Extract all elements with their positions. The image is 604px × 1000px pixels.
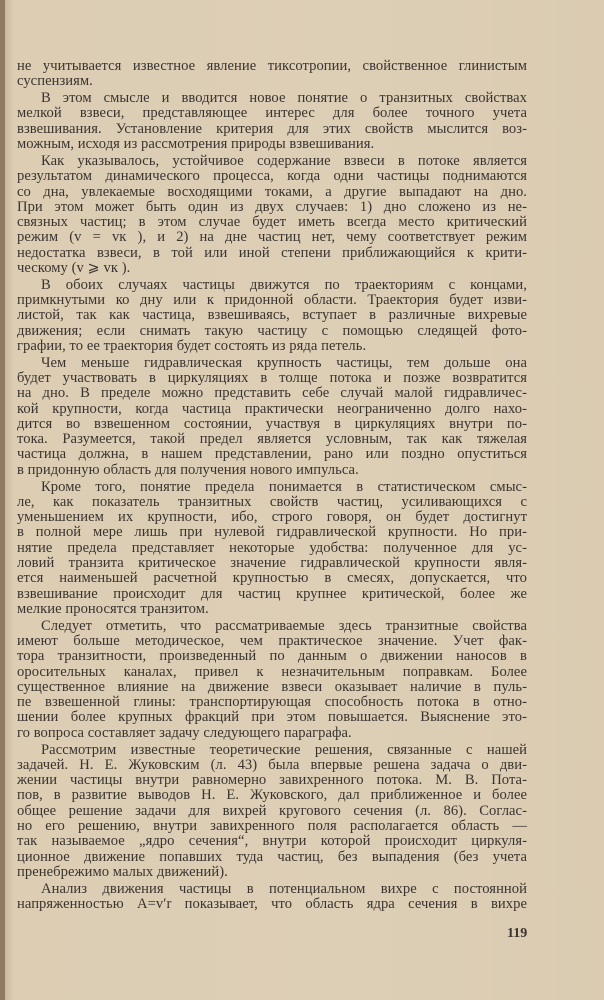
text-line: так называемое „ядро сечения“, внутри которой происходит циркуля- [17,833,527,849]
text-line: Кроме того, понятие предела понимается в статистическом смыс- [41,479,527,495]
text-line: ле, как показатель транзитных свойств частиц, усиливающихся с [17,494,527,510]
text-line: взвешивания. Установление критерия для этих свойств мыслится воз- [17,121,527,137]
text-line: со дна, увлекаемые восходящими токами, а другие выпадают на дно. [17,184,527,200]
text-line: нятие предела представляет некоторые удобства: полученное для ус- [17,540,527,556]
text-line: существенное влияние на движение взвеси оказывает наличие в пуль- [17,679,527,695]
text-line: ловий транзита критическое значение гидравлической крупности явля- [17,555,527,571]
text-line: результатом динамического процесса, когда одни частицы поднимаются [17,168,527,184]
text-line: мелкой взвеси, представляющее интерес для более точного учета [17,105,527,121]
text-line: ционное движение попавших туда частиц, без выпадения (без учета [17,849,527,865]
text-line: общее решение задачи для вихрей кругового сечения (л. 86). Соглас- [17,803,527,819]
book-spine-shadow [0,0,5,1000]
text-line: листой, так как частица, взвешиваясь, вступает в различные вихревые [17,307,527,323]
text-line: Рассмотрим известные теоретические решения, связанные с нашей [41,742,527,758]
text-line: пе взвешенной глины: транспортирующая способность потока в отно- [17,694,527,710]
text-line: в полной мере лишь при нулевой гидравлической крупности. Но при- [17,524,527,540]
text-line: го вопроса составляет задачу следующего параграфа. [17,725,352,741]
text-line: ческому (v ⩾ vк ). [17,260,131,276]
text-line: связных частиц; в этом случае будет иметь всегда место критический [17,214,527,230]
text-line: суспензиям. [17,73,93,89]
text-line: графии, то ее траектория будет состоять из ряда петель. [17,338,367,354]
text-line: шении более крупных фракций при этом повышается. Выяснение это- [17,709,527,725]
text-line: но его решению, внутри завихренного поля располагается область — [17,818,527,834]
text-line: мелкие проносятся транзитом. [17,601,209,617]
text-line: на дно. В пределе можно представить себе случай малой гидравличес- [17,385,527,401]
text-line: задачей. Н. Е. Жуковским (л. 43) была впервые решена задача о дви- [17,757,527,773]
text-line: тора транзитности, произведенный по данным о движении наносов в [17,648,527,664]
text-line: В обоих случаях частицы движутся по траекториям с концами, [41,277,527,293]
text-line: дится во взвешенном состоянии, участвуя в циркуляциях внутри по- [17,416,527,432]
text-line: пренебрежимо малых движений). [17,864,228,880]
text-line: взвешивание происходит для частиц крупнее критической, более же [17,586,527,602]
text-line: будет участвовать в циркуляциях в толще потока и позже возвратится [17,370,527,386]
text-line: недостатка взвеси, в той или иной степени приближающийся к крити- [17,245,527,261]
text-line: В этом смысле и вводится новое понятие о транзитных свойствах [41,90,527,106]
text-line: примкнутыми ко дну или к придонной области. Траектория будет изви- [17,292,527,308]
text-line: Анализ движения частицы в потенциальном вихре с постоянной [41,881,527,897]
text-line: уменьшением их крупности, ибо, строго говоря, он будет достигнут [17,509,527,525]
text-line: При этом может быть один из двух случаев: 1) дно сложено из не- [17,199,527,215]
text-line: режим (v = vк ), и 2) на дне частиц нет, чему соответствует режим [17,229,527,245]
text-line: оросительных каналах, привел к незначительным поправкам. Более [17,664,527,680]
text-line: напряженностью A=v′r показывает, что область ядра сечения в вихре [17,896,527,912]
text-line: ется наименьшей расчетной крупностью в смесях, допускается, что [17,570,527,586]
text-line: Чем меньше гидравлическая крупность частицы, тем дольше она [41,355,527,371]
text-line: кой крупности, когда частица практически неограниченно долго нахо- [17,401,527,417]
text-line: имеют больше методическое, чем практическое значение. Учет фак- [17,633,527,649]
text-line: не учитывается известное явление тиксотропии, свойственное глинистым [17,58,527,74]
page-number: 119 [507,926,528,941]
text-line: можным, исходя из рассмотрения природы взвешивания. [17,136,375,152]
text-line: движения; если снимать такую частицу с помощью следящей фото- [17,323,527,339]
text-line: пов, в развитие выводов Н. Е. Жуковского, дал приближенное и более [17,787,527,803]
text-line: частица должна, в нашем представлении, рано или поздно опуститься [17,446,527,462]
text-line: Как указывалось, устойчивое содержание взвеси в потоке является [41,153,527,169]
text-line: жении частицы внутри равномерно завихренного потока. М. В. Пота- [17,772,527,788]
text-line: Следует отметить, что рассматриваемые здесь транзитные свойства [41,618,527,634]
text-line: тока. Разумеется, такой предел является условным, так как тяжелая [17,431,527,447]
text-line: в придонную область для получения нового импульса. [17,462,359,478]
